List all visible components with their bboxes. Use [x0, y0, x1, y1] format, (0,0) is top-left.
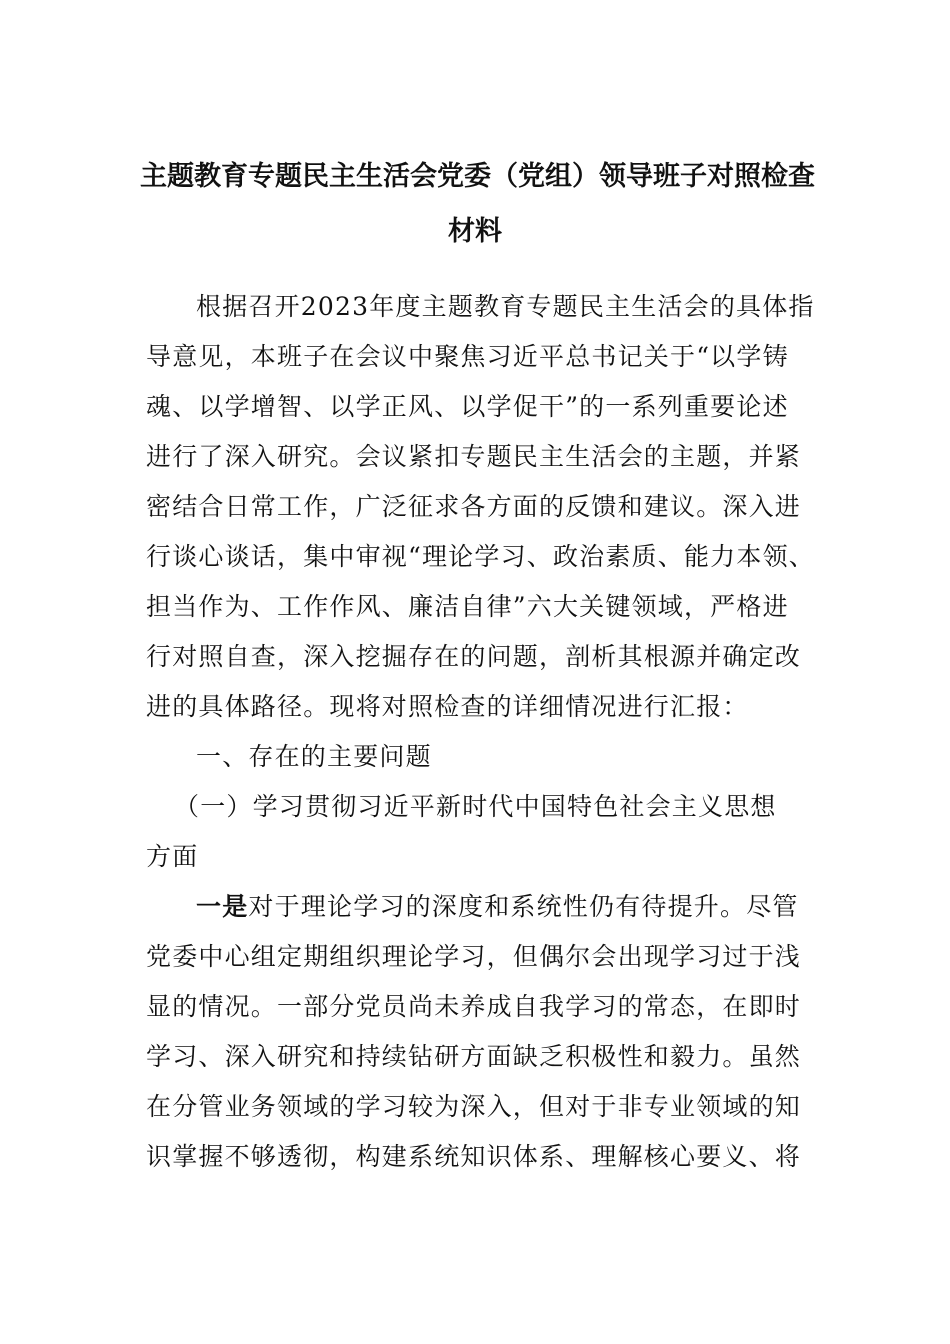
- point-1-lead: 一是: [196, 892, 249, 921]
- paragraph-1-line-8: 行对照自查，深入挖掘存在的问题，剖析其根源并确定改: [146, 642, 802, 671]
- section-heading-1: 一、存在的主要问题: [196, 742, 432, 771]
- point-1-line-6: 识掌握不够透彻，构建系统知识体系、理解核心要义、将: [146, 1142, 802, 1171]
- paragraph-1-line-3: 魂、以学增智、以学正风、以学促干”的一系列重要论述: [146, 392, 789, 421]
- paragraph-1-line-9: 进的具体路径。现将对照检查的详细情况进行汇报：: [146, 692, 749, 721]
- point-1-line-5: 在分管业务领域的学习较为深入，但对于非专业领域的知: [146, 1092, 802, 1121]
- paragraph-1-line-2: 导意见，本班子在会议中聚焦习近平总书记关于“以学铸: [146, 342, 789, 371]
- point-1-line-2: 党委中心组定期组织理论学习，但偶尔会出现学习过于浅: [146, 942, 802, 971]
- point-1-line-3: 显的情况。一部分党员尚未养成自我学习的常态，在即时: [146, 992, 802, 1021]
- document-title-line-1: 主题教育专题民主生活会党委（党组）领导班子对照检查: [140, 161, 815, 192]
- paragraph-1-line-5: 密结合日常工作，广泛征求各方面的反馈和建议。深入进: [146, 492, 802, 521]
- point-1-text: 对于理论学习的深度和系统性仍有待提升。尽管: [248, 892, 799, 921]
- paragraph-1-line-4: 进行了深入研究。会议紧扣专题民主生活会的主题，并紧: [146, 442, 802, 471]
- paragraph-1-line-7: 担当作为、工作作风、廉洁自律”六大关键领域，严格进: [146, 592, 789, 621]
- document-title-line-2: 材料: [448, 216, 502, 247]
- point-1-line-1: [196, 894, 799, 919]
- subsection-heading-1-line-1: （一）学习贯彻习近平新时代中国特色社会主义思想: [174, 792, 777, 821]
- paragraph-1-line-6: 行谈心谈话，集中审视“理论学习、政治素质、能力本领、: [146, 542, 815, 571]
- subsection-heading-1-line-2: 方面: [146, 842, 199, 871]
- point-1-line-4: 学习、深入研究和持续钻研方面缺乏积极性和毅力。虽然: [146, 1042, 802, 1071]
- paragraph-1-line-1: 根据召开2023年度主题教育专题民主生活会的具体指: [196, 292, 815, 321]
